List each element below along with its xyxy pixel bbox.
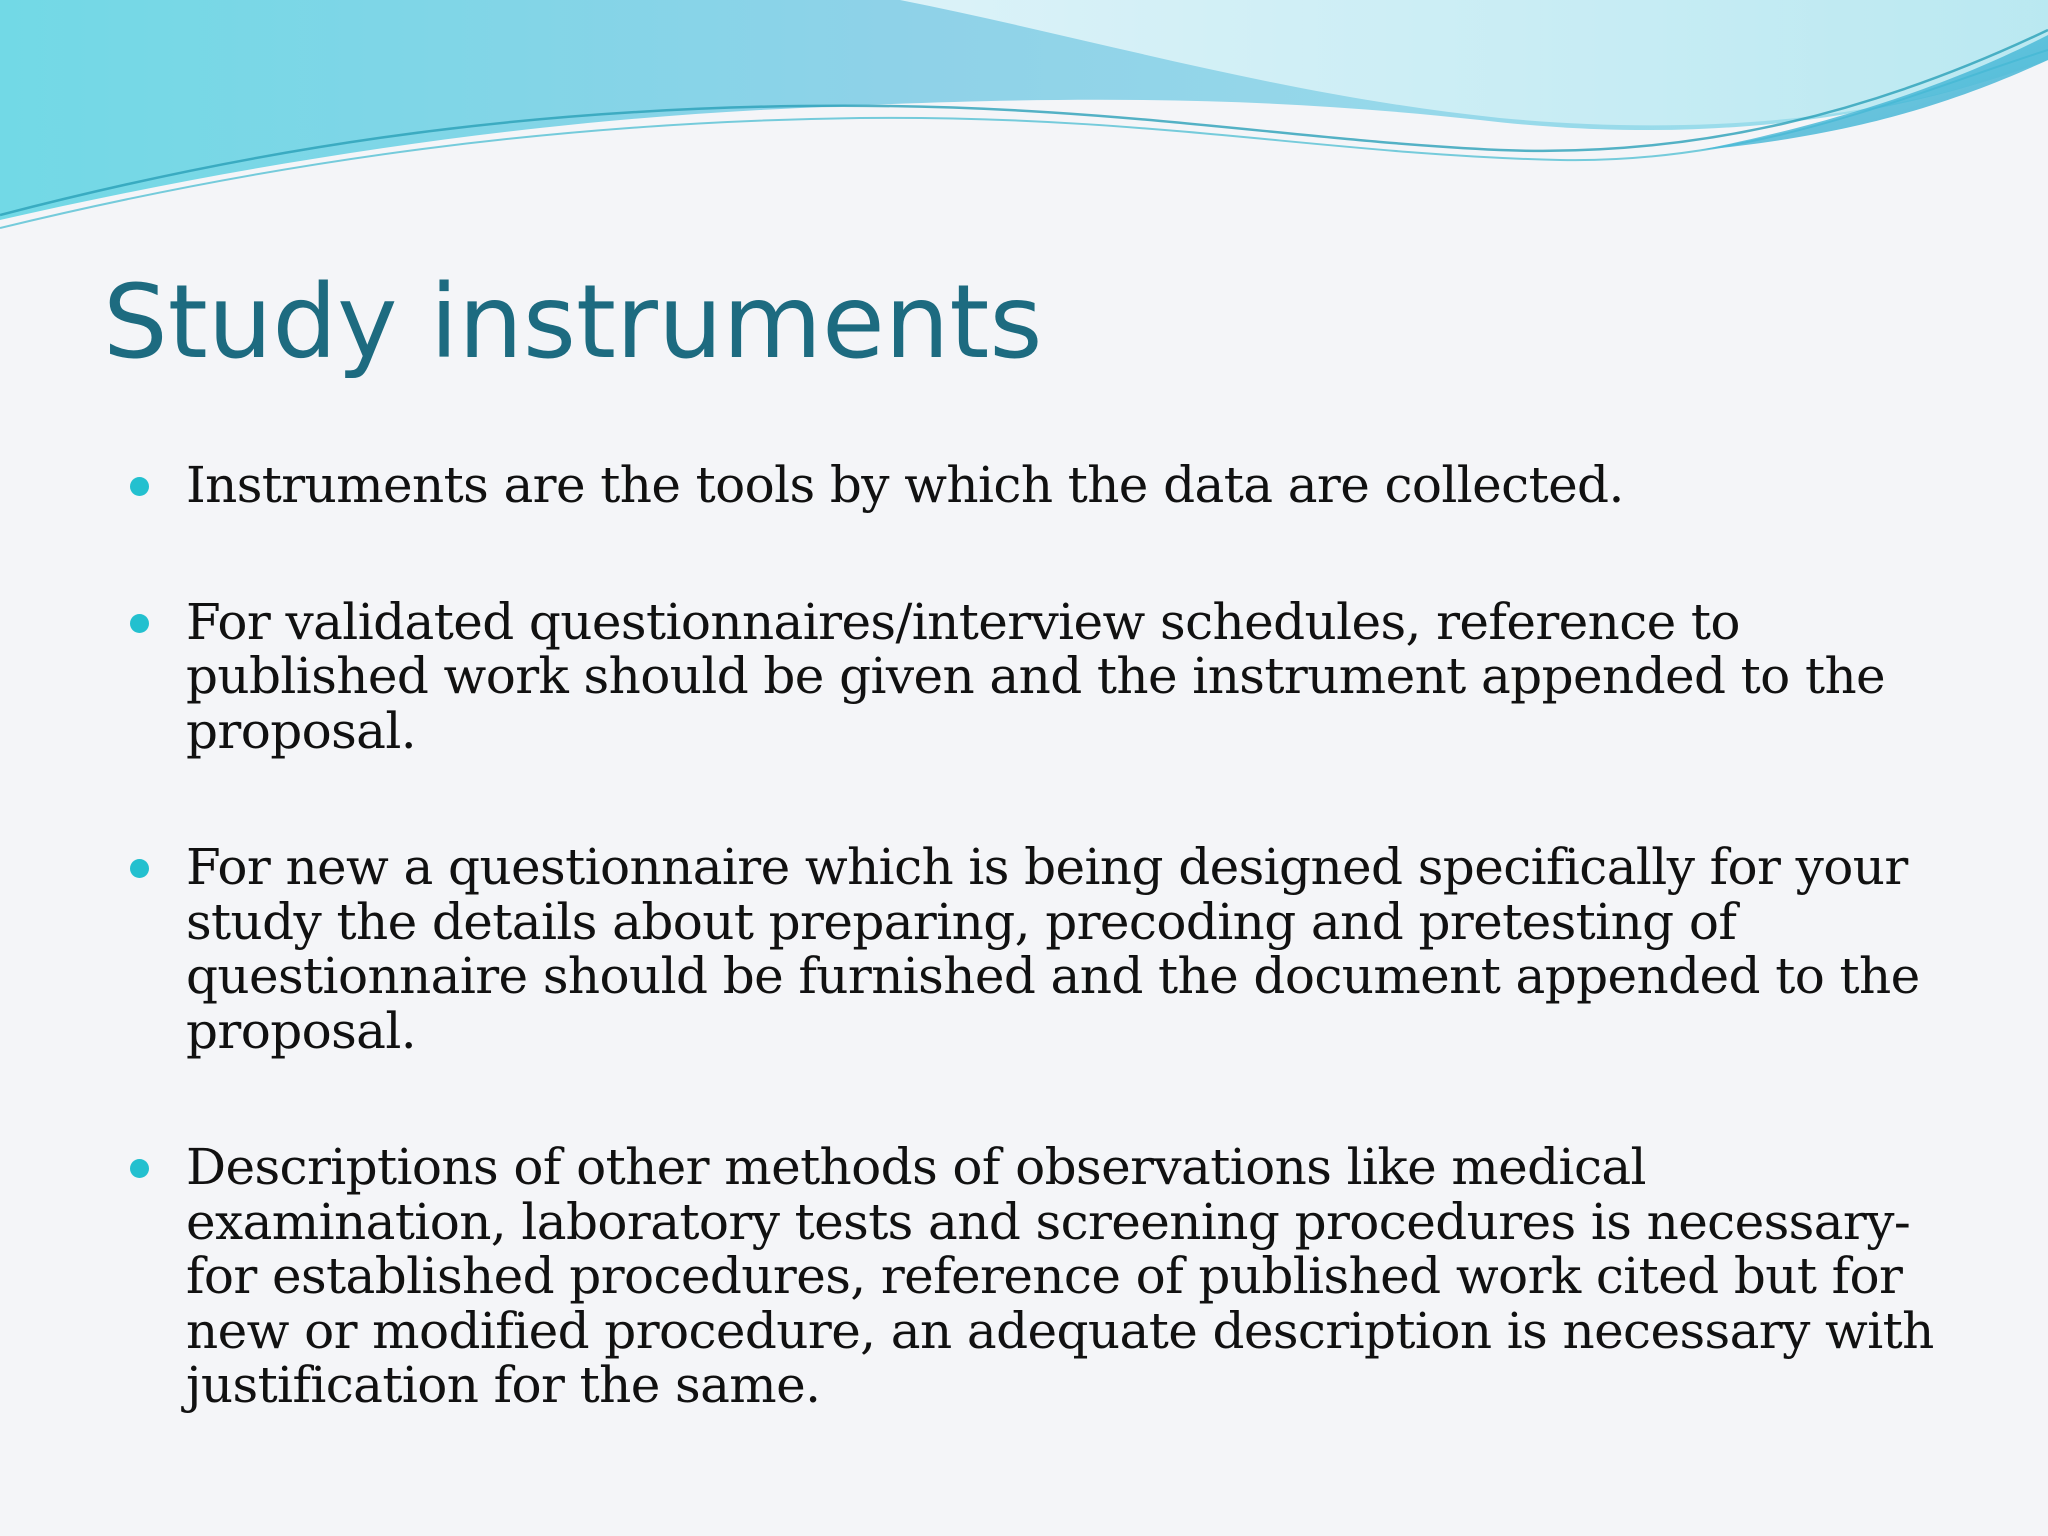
- bullet-list: [186, 458, 2026, 1413]
- bullet-icon: [130, 477, 149, 496]
- bullet-icon: [130, 1159, 149, 1178]
- list-item: [186, 1140, 2026, 1413]
- bullet-icon: [130, 614, 149, 633]
- list-item: [186, 840, 2026, 1058]
- bullet-text: For new a questionnaire which is being designed specifically for your study the details about preparing, precoding and pretesting of questionnaire should be furnished and the document appended to the proposal.: [186, 838, 1920, 1060]
- bullet-icon: [130, 859, 149, 878]
- decorative-wave-header: [0, 0, 2048, 240]
- bullet-text: For validated questionnaires/interview schedules, reference to published work should be given and the instrument appended to the proposal.: [186, 592, 1886, 760]
- bullet-text: Instruments are the tools by which the data are collected.: [186, 456, 1624, 514]
- list-item: [186, 458, 2026, 513]
- bullet-text: Descriptions of other methods of observations like medical examination, laboratory tests and screening procedures is necessary- for established procedures, reference of published work cited but for new or modified procedure, an adequate description is necessary with justification for the same.: [186, 1138, 1934, 1414]
- page-title: Study instruments: [103, 263, 1043, 382]
- list-item: [186, 592, 2026, 760]
